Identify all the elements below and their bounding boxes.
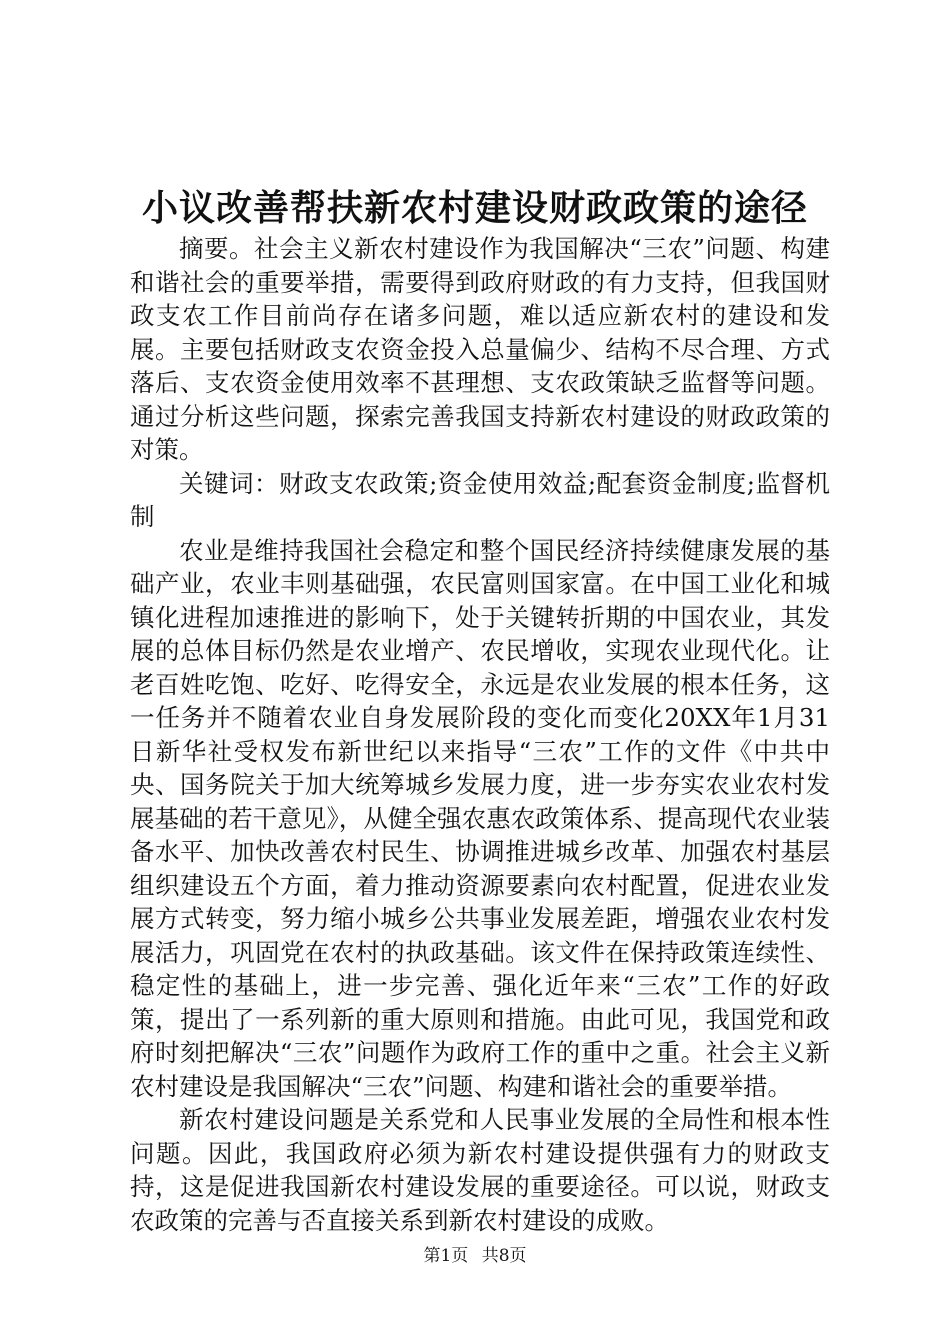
document-body [130, 232, 830, 1237]
page-footer [0, 1244, 950, 1268]
total-pages: 共8页 [481, 1246, 527, 1266]
body-paragraph: 农业是维持我国社会稳定和整个国民经济持续健康发展的基础产业，农业丰则基础强，农民富则国家富。在中国工业化和城镇化进程加速推进的影响下，处于关键转折期的中国农业，其发展的总体目标仍然是农业增产、农民增收，实现农业现代化。让老百姓吃饱、吃好、吃得安全，永远是农业发展的根本任务，这一任务并不随着农业自身发展阶段的变化而变化20XX年1月31日新华社受权发布新世纪以来指导“三农”工作的文件《中共中央、国务院关于加大统筹城乡发展力度，进一步夯实农业农村发展基础的若干意见》，从健全强农惠农政策体系、提高现代农业装备水平、加快改善农村民生、协调推进城乡改革、加强农村基层组织建设五个方面，着力推动资源要素向农村配置，促进农业发展方式转变，努力缩小城乡公共事业发展差距，增强农业农村发展活力，巩固党在农村的执政基础。该文件在保持政策连续性、稳定性的基础上，进一步完善、强化近年来“三农”工作的好政策，提出了一系列新的重大原则和措施。由此可见，我国党和政府时刻把解决“三农”问题作为政府工作的重中之重。社会主义新农村建设是我国解决“三农”问题、构建和谐社会的重要举措。 [130, 535, 830, 1101]
body-paragraph: 新农村建设问题是关系党和人民事业发展的全局性和根本性问题。因此，我国政府必须为新农村建设提供强有力的财政支持，这是促进我国新农村建设发展的重要途径。可以说，财政支农政策的完善与否直接关系到新农村建设的成败。 [130, 1105, 830, 1235]
document-title: 小议改善帮扶新农村建设财政政策的途径 [141, 187, 808, 229]
keywords-paragraph: 关键词：财政支农政策;资金使用效益;配套资金制度;监督机制 [130, 468, 830, 531]
abstract-paragraph: 摘要。社会主义新农村建设作为我国解决“三农”问题、构建和谐社会的重要举措，需要得到政府财政的有力支持，但我国财政支农工作目前尚存在诸多问题，难以适应新农村的建设和发展。主要包括财政支农资金投入总量偏少、结构不尽合理、方式落后、支农资金使用效率不甚理想、支农政策缺乏监督等问题。通过分析这些问题，探索完善我国支持新农村建设的财政政策的对策。 [130, 234, 830, 464]
page-number: 第1页 [423, 1246, 469, 1266]
